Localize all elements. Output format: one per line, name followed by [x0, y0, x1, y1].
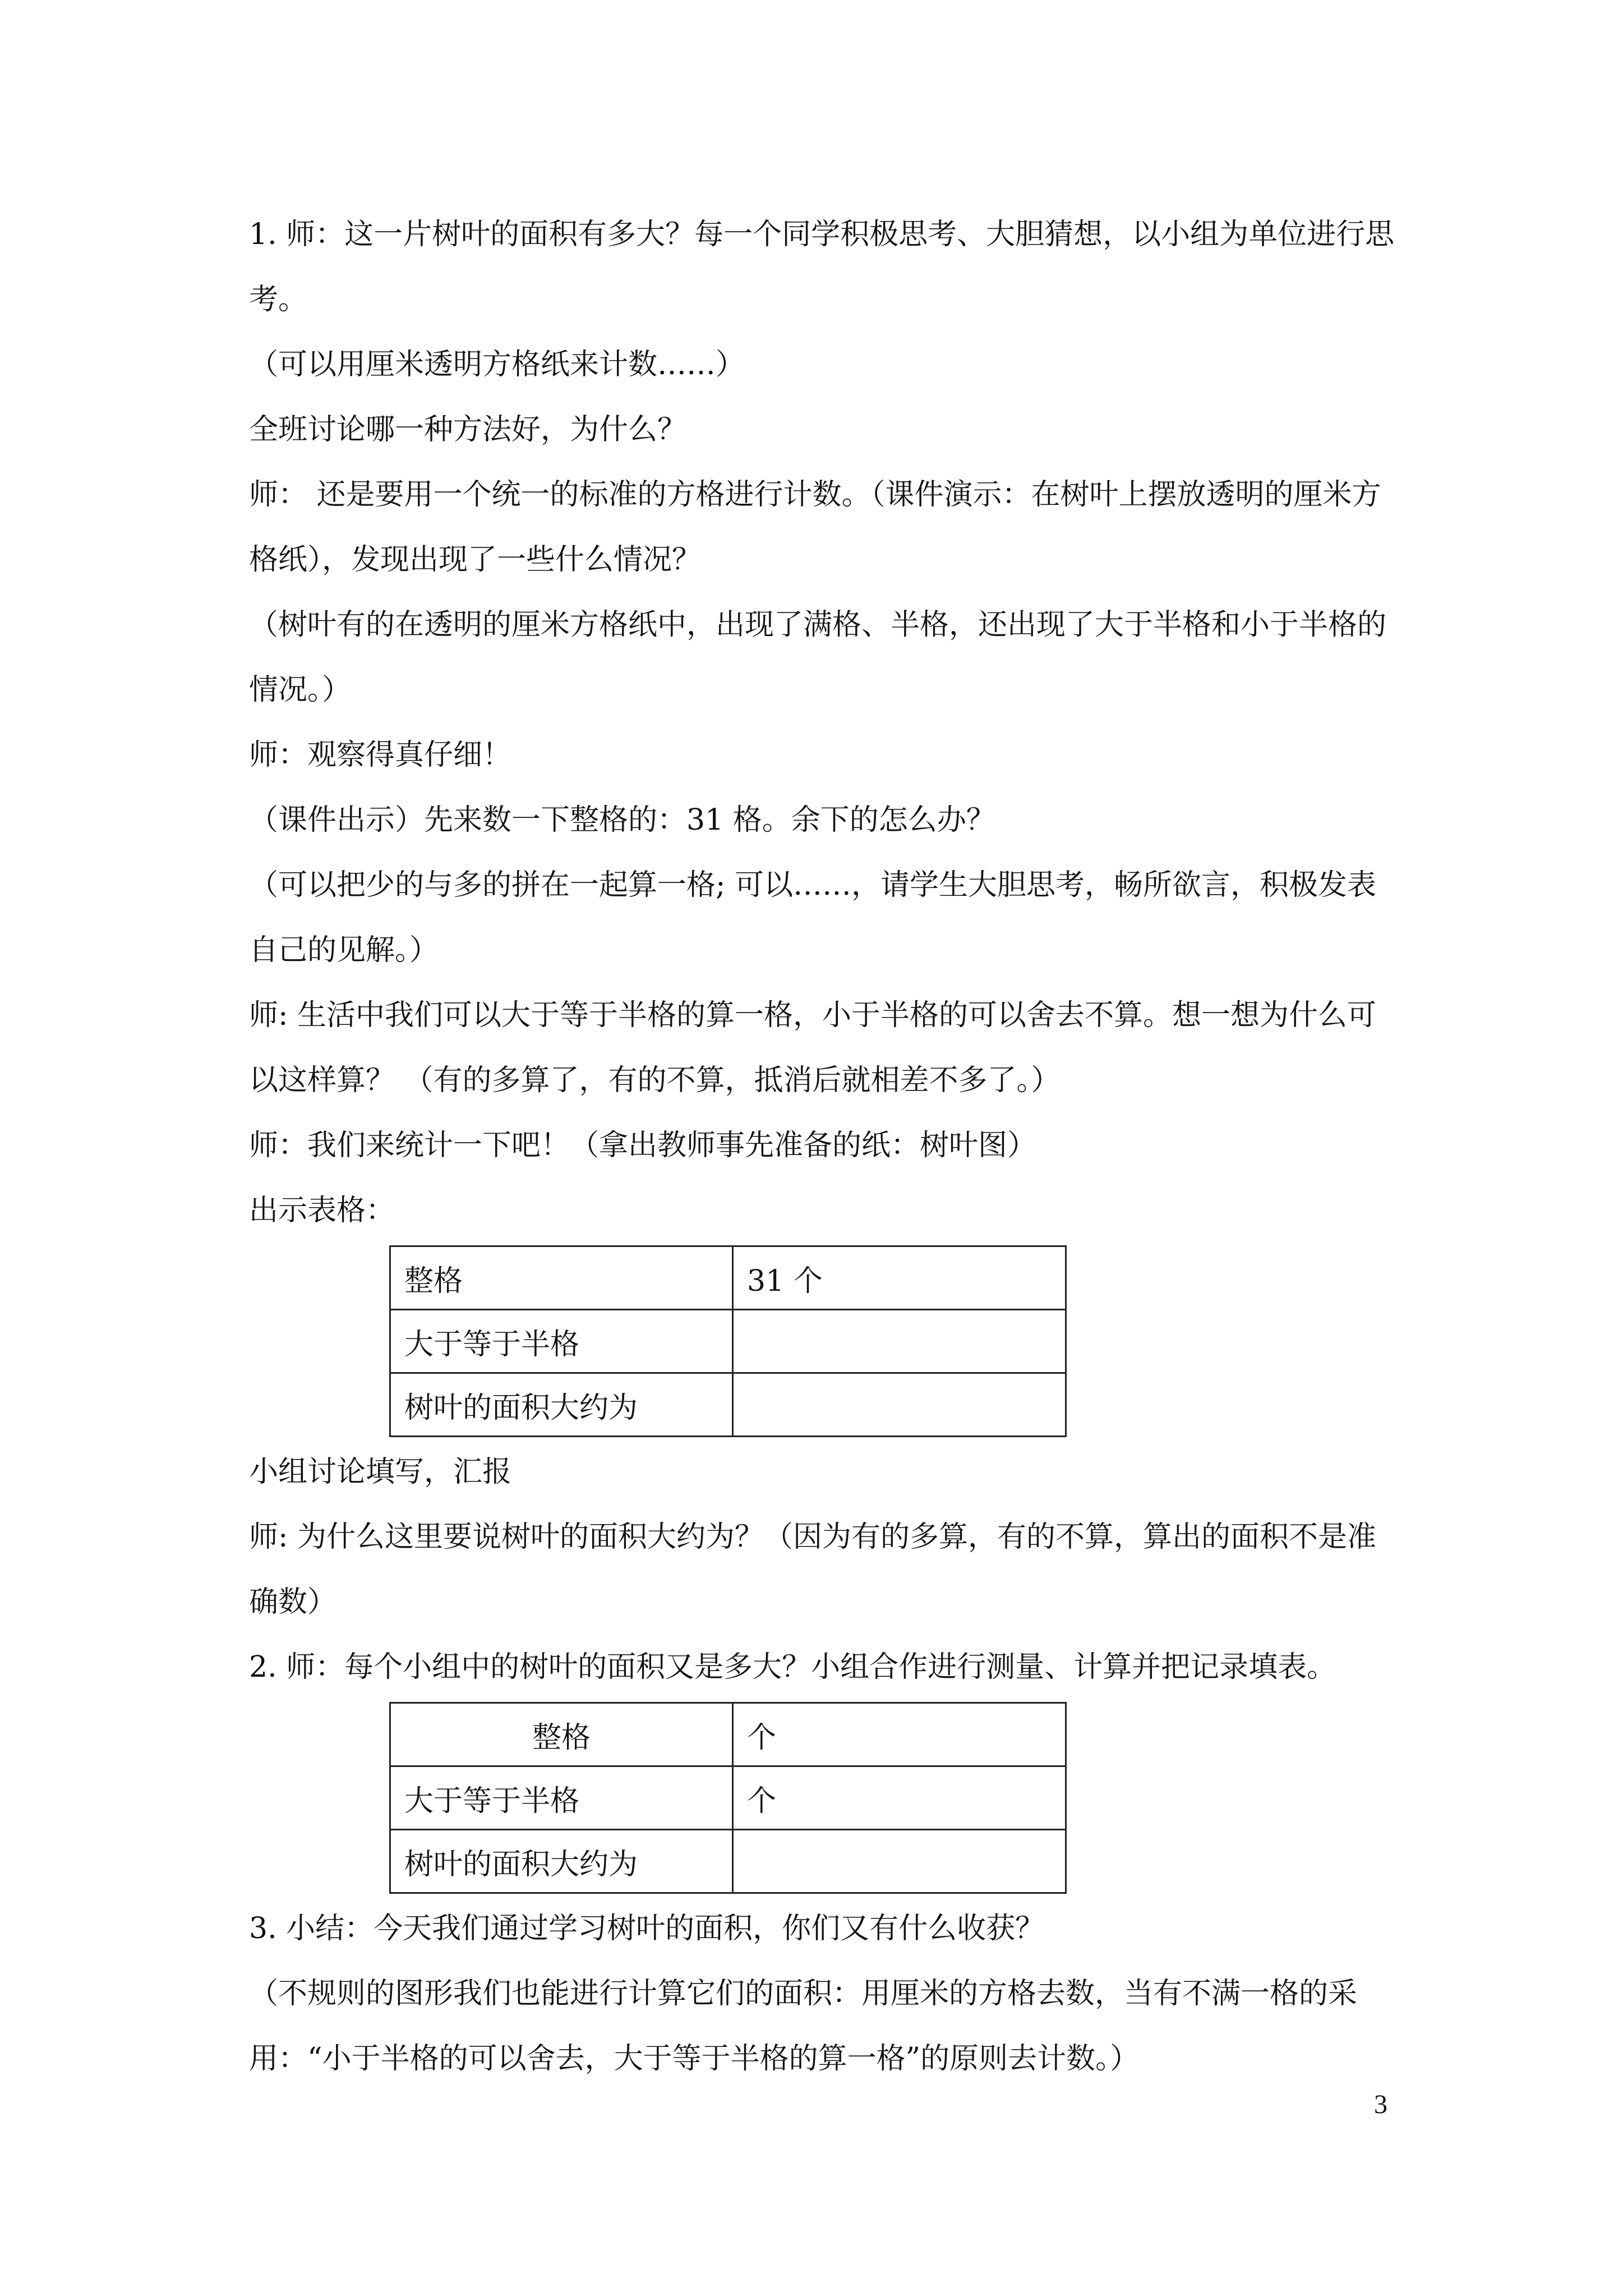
paragraph: （不规则的图形我们也能进行计算它们的面积：用厘米的方格去数，当有不满一格的采用：“小于半格的可以舍去，大于等于半格的算一格”的原则去计数。） [249, 1977, 1358, 2076]
paragraph: （树叶有的在透明的厘米方格纸中，出现了满格、半格，还出现了大于半格和小于半格的情况。） [249, 608, 1387, 707]
table-cell: 树叶的面积大约为 [390, 1373, 733, 1437]
paragraph: 1. 师：这一片树叶的面积有多大？每一个同学积极思考、大胆猜想，以小组为单位进行思考。 [249, 218, 1395, 316]
paragraph: 出示表格： [249, 1194, 395, 1227]
table-row [390, 1766, 1066, 1830]
paragraph: （可以用厘米透明方格纸来计数……） [249, 348, 745, 381]
paragraph: （可以把少的与多的拼在一起算一格; 可以……，请学生大胆思考，畅所欲言，积极发表自己的见解。） [249, 868, 1377, 967]
table-cell: 31 个 [733, 1246, 1066, 1310]
paragraph: 师：我们来统计一下吧！（拿出教师事先准备的纸：树叶图） [249, 1129, 1037, 1162]
paragraph: （课件出示）先来数一下整格的：31 格。余下的怎么办？ [249, 803, 995, 837]
table-row [390, 1830, 1066, 1893]
table-cell: 树叶的面积大约为 [390, 1830, 733, 1893]
paragraph: 全班讨论哪一种方法好，为什么？ [249, 413, 687, 447]
table-cell: 大于等于半格 [390, 1310, 733, 1373]
table-cell [733, 1373, 1066, 1437]
page-number: 3 [1374, 2090, 1387, 2119]
table-cell [733, 1310, 1066, 1373]
table-cell: 个 [733, 1703, 1066, 1766]
table-cell: 整格 [390, 1703, 733, 1766]
paragraph: 师: 生活中我们可以大于等于半格的算一格，小于半格的可以舍去不算。想一想为什么可以这样算？ （有的多算了，有的不算，抵消后就相差不多了。） [249, 999, 1377, 1097]
table-cell [733, 1830, 1066, 1893]
table-row [390, 1246, 1066, 1310]
paragraph: 小组讨论填写，汇报 [249, 1455, 512, 1489]
table-row [390, 1310, 1066, 1373]
leaf-area-table-1 [389, 1245, 1067, 1437]
table-row [390, 1373, 1066, 1437]
paragraph: 师： 还是要用一个统一的标准的方格进行计数。（课件演示：在树叶上摆放透明的厘米方格纸），发现出现了一些什么情况？ [249, 478, 1381, 577]
paragraph: 师：观察得真仔细！ [249, 738, 512, 772]
leaf-area-table-2 [389, 1702, 1067, 1894]
document-body [249, 202, 1399, 2091]
paragraph: 3. 小结：今天我们通过学习树叶的面积，你们又有什么收获？ [249, 1912, 1045, 1945]
table-cell: 整格 [390, 1246, 733, 1310]
table-row [390, 1703, 1066, 1766]
paragraph: 师: 为什么这里要说树叶的面积大约为？（因为有的多算，有的不算，算出的面积不是准确数） [249, 1520, 1377, 1619]
table-cell: 大于等于半格 [390, 1766, 733, 1830]
paragraph: 2. 师：每个小组中的树叶的面积又是多大？小组合作进行测量、计算并把记录填表。 [249, 1650, 1336, 1684]
table-cell: 个 [733, 1766, 1066, 1830]
